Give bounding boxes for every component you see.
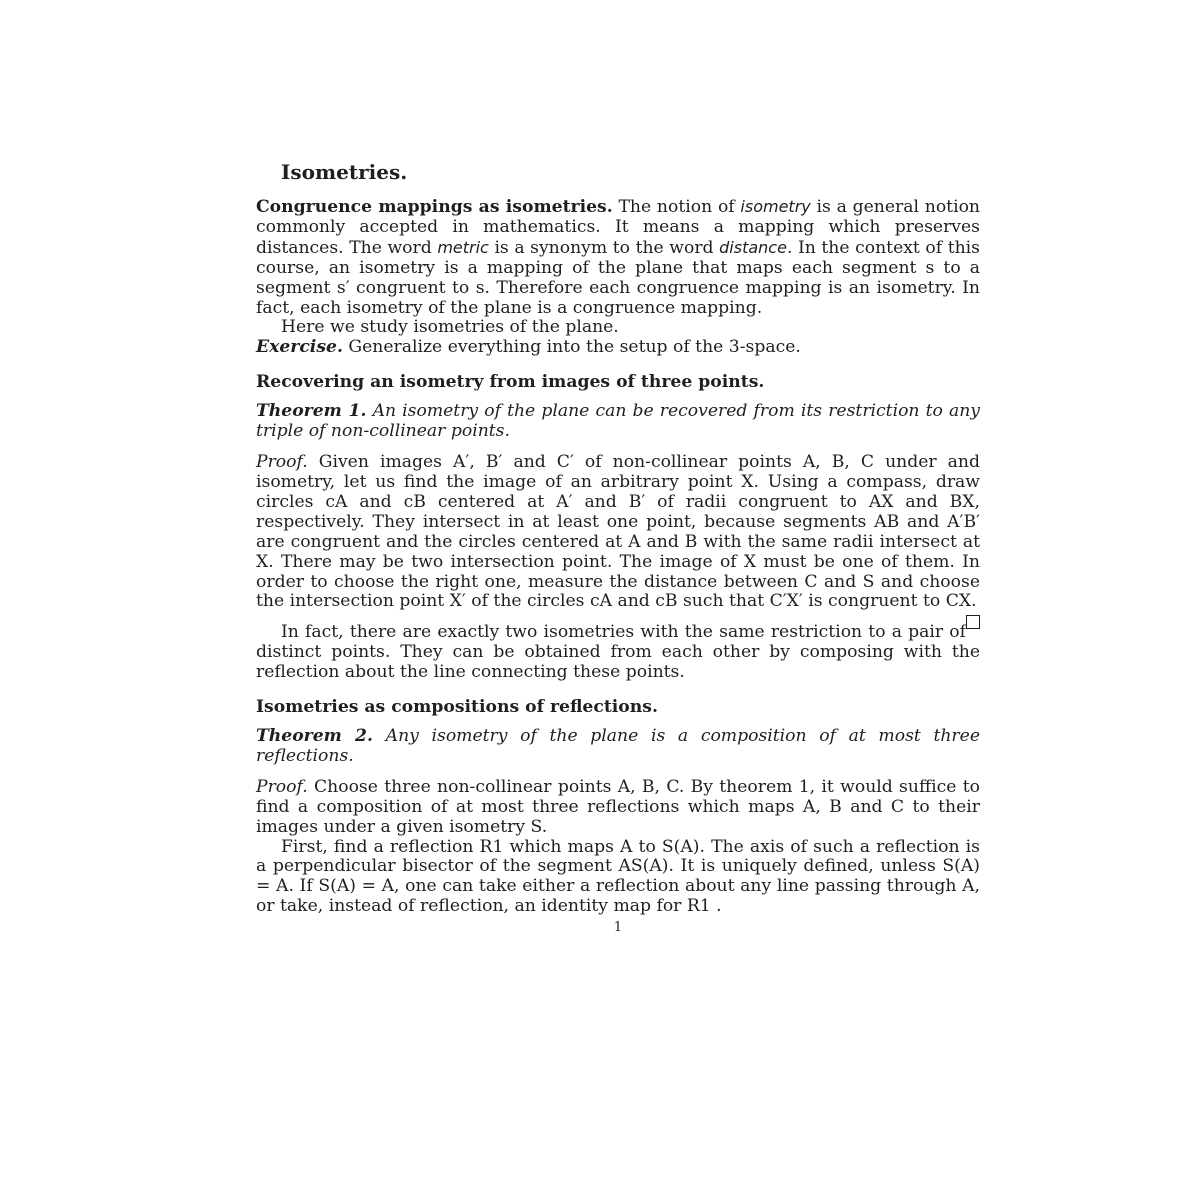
proof-2-label: Proof.	[256, 776, 308, 797]
proof-2	[256, 778, 980, 838]
exercise-text: Generalize everything into the setup of the 3-space.	[348, 337, 801, 358]
text-run: . In the context of this course, an isometry is a mapping of the plane that maps each segment s to a segment s′ congruent to s. Therefore each congruence mapping is an isometry. In fact, each isometry of the plane is a congruence mapping.	[256, 237, 980, 318]
text-run: is a synonym to the word	[494, 237, 714, 258]
exercise-paragraph	[256, 338, 980, 358]
term-metric: metric	[437, 237, 489, 257]
section-3-heading: Isometries as compositions of reflections.	[256, 697, 658, 718]
section-1-heading: Congruence mappings as isometries.	[256, 197, 613, 217]
text-run: is a general notion commonly accepted in mathematics. It means a mapping which preserves distances. The word	[256, 197, 980, 258]
section-1-paragraph	[256, 197, 980, 318]
proof-1	[256, 453, 980, 612]
page-number: 1	[613, 920, 623, 936]
section-1-paragraph-2: Here we study isometries of the plane.	[281, 317, 619, 338]
proof-2-text: Choose three non-collinear points A, B, C. By theorem 1, it would suffice to find a composition of at most three reflections which maps A, B and C to their images under a given isometry S.	[256, 776, 981, 837]
theorem-2	[256, 727, 980, 767]
exercise-label: Exercise.	[256, 337, 343, 358]
term-isometry: isometry	[740, 197, 811, 216]
theorem-1-text: An isometry of the plane can be recovered from its restriction to any triple of non-collinear points.	[256, 401, 981, 442]
proof-1-label: Proof.	[256, 452, 308, 473]
theorem-1	[256, 402, 980, 442]
term-distance: distance	[719, 237, 787, 257]
theorem-2-text: Any isometry of the plane is a composition of at most three reflections.	[256, 726, 980, 766]
qed-symbol	[966, 615, 980, 629]
section-2-heading: Recovering an isometry from images of three points.	[256, 372, 765, 393]
theorem-2-label: Theorem 2.	[256, 726, 373, 747]
proof-2-paragraph-2: First, find a reflection R1 which maps A to S(A). The axis of such a reflection is a perpendicular bisector of the segment AS(A). It is uniquely defined, unless S(A) = A. If S(A) = A, one can take either a reflection about any line passing through A, or take, instead of reflection, an identity map for R1 .	[256, 836, 980, 917]
document-page	[256, 158, 980, 938]
theorem-1-label: Theorem 1.	[256, 401, 367, 422]
section-2-remark: In fact, there are exactly two isometries with the same restriction to a pair of distinct points. They can be obtained from each other by composing with the reflection about the line connecting these points.	[256, 622, 980, 683]
text-run: The notion of	[618, 197, 735, 217]
proof-1-text: Given images A′, B′ and C′ of non-collinear points A, B, C under and isometry, let us find the image of an arbitrary point X. Using a compass, draw circles cA and cB centered at A′ and B′ of radii congruent to AX and BX, respectively. They intersect in at least one point, because segments AB and A′B′ are congruent and the circles centered at A and B with the same radii intersect at X. There may be two intersection point. The image of X must be one of them. In order to choose the right one, measure the distance between C and S and choose the intersection point X′ of the circles cA and cB such that C′X′ is congruent to CX.	[256, 452, 980, 612]
document-title: Isometries.	[281, 160, 408, 184]
